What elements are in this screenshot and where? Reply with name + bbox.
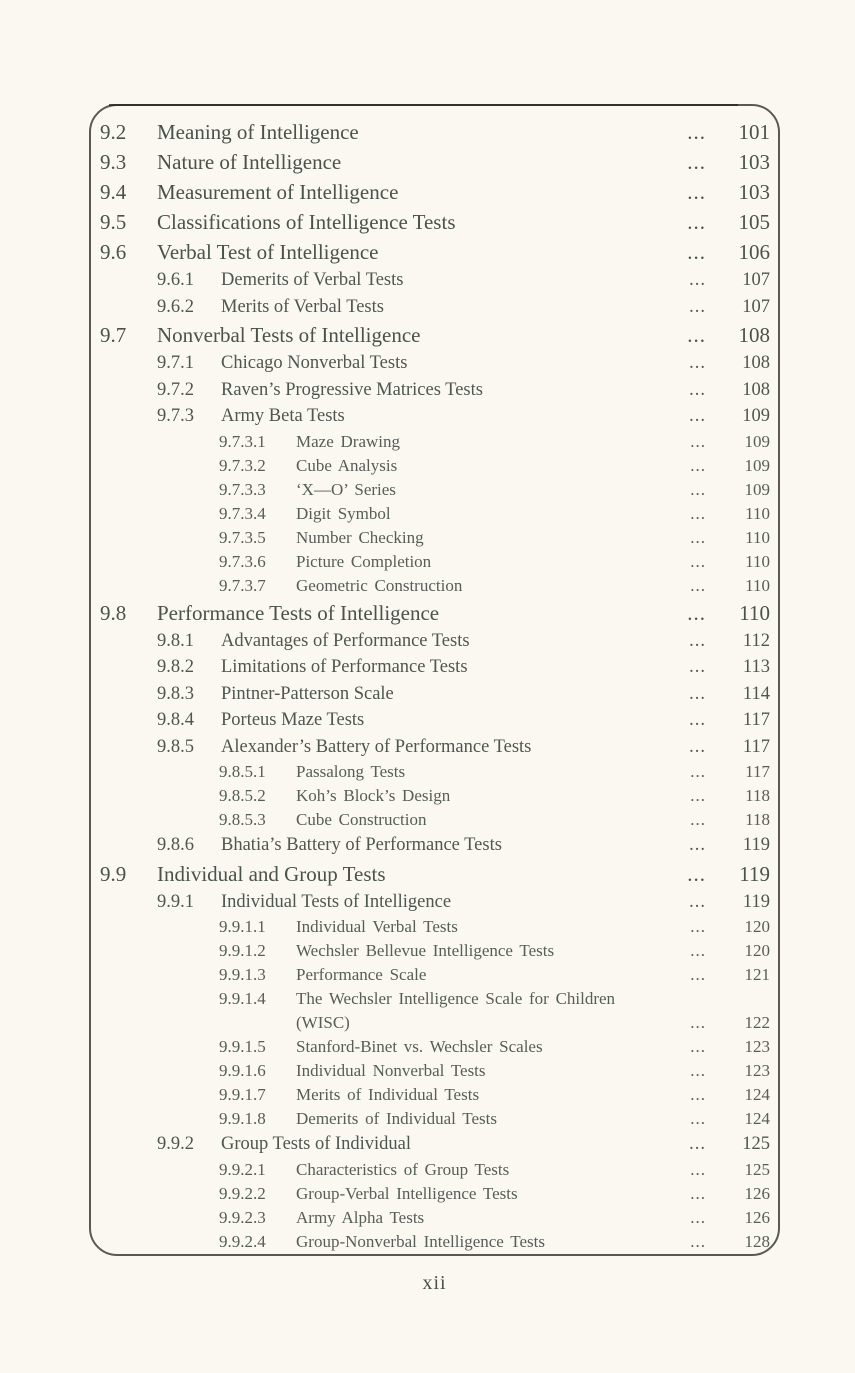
toc-entry-page: 120 <box>744 941 770 960</box>
toc-leader-dots: ... <box>689 630 706 651</box>
toc-entry-page: 122 <box>744 1013 770 1032</box>
toc-leader-dots: ... <box>690 479 706 499</box>
toc-leader-dots: ... <box>687 120 706 144</box>
toc-entry-page: 109 <box>744 455 770 475</box>
toc-entry-title: Wechsler Bellevue Intelligence Tests <box>296 941 555 960</box>
toc-leader-dots: ... <box>689 835 706 855</box>
toc-entry <box>91 889 770 916</box>
toc-leader-dots: ... <box>689 379 706 400</box>
toc-entry-number: 9.7.3.7 <box>219 575 266 595</box>
toc-entry-page: 108 <box>742 353 770 373</box>
toc-entry-title: The Wechsler Intelligence Scale for Children <box>296 989 616 1008</box>
toc-entry-title: Verbal Test of Intelligence <box>157 240 379 264</box>
toc-leader-dots: ... <box>687 180 706 204</box>
toc-leader-dots: ... <box>690 1085 706 1104</box>
toc-entry-number: 9.7.3.3 <box>219 479 266 499</box>
toc-entry-number: 9.7.2 <box>157 379 194 400</box>
toc-leader-dots: ... <box>690 527 706 547</box>
toc-leader-dots: ... <box>689 270 706 290</box>
toc-entry-title: Bhatia’s Battery of Performance Tests <box>221 835 502 855</box>
toc-entry-page: 109 <box>744 479 770 499</box>
toc-entry-number: 9.9.1.3 <box>219 965 266 984</box>
toc-leader-dots: ... <box>690 762 706 781</box>
toc-entry-title: Cube Construction <box>296 810 427 829</box>
toc-entry <box>91 681 770 708</box>
toc-entry-title: Raven’s Progressive Matrices Tests <box>221 379 483 400</box>
toc-entry-number: 9.9.1.7 <box>219 1085 266 1104</box>
toc-entry-number: 9.7.3.4 <box>219 503 266 523</box>
toc-entry-number: 9.8.2 <box>157 657 194 677</box>
toc-entry-title: Digit Symbol <box>296 503 391 523</box>
toc-entry <box>91 832 770 859</box>
toc-entry-number: 9.9 <box>100 861 127 886</box>
toc-entry <box>91 147 770 177</box>
toc-entry-number: 9.8.4 <box>157 710 194 730</box>
toc-entry-number: 9.9.1.2 <box>219 941 266 960</box>
toc-entry-title: Individual and Group Tests <box>157 861 386 886</box>
toc-entry-title: Classifications of Intelligence Tests <box>157 210 456 234</box>
toc-leader-dots: ... <box>690 551 706 571</box>
toc-entry-number: 9.9.1.1 <box>219 917 266 936</box>
toc-entry <box>91 574 770 598</box>
toc-leader-dots: ... <box>690 1037 706 1056</box>
toc-entry-page: 105 <box>738 210 770 234</box>
toc-entry <box>91 1182 770 1206</box>
toc-entry-page: 124 <box>744 1085 770 1104</box>
toc-entry <box>91 1131 770 1158</box>
toc-leader-dots: ... <box>690 1109 706 1128</box>
toc-entry-title: Maze Drawing <box>296 431 400 451</box>
toc-entry <box>91 267 770 294</box>
toc-entry-page: 126 <box>744 1207 770 1227</box>
toc-entry-title: (WISC) <box>296 1013 350 1032</box>
toc-entry <box>91 1230 770 1254</box>
toc-entry-page: 109 <box>742 406 770 426</box>
toc-leader-dots: ... <box>687 240 706 264</box>
toc-entry <box>91 207 770 237</box>
toc-entry <box>91 598 770 628</box>
toc-entry-number: 9.9.1 <box>157 891 194 912</box>
toc-entry-page: 117 <box>742 710 770 730</box>
toc-entry-title: Geometric Construction <box>296 575 463 595</box>
toc-box <box>89 104 780 1256</box>
toc-entry-page: 112 <box>742 630 770 651</box>
toc-entry-number: 9.3 <box>100 150 127 174</box>
toc-entry <box>91 1158 770 1182</box>
toc-entry <box>91 1107 770 1131</box>
toc-leader-dots: ... <box>690 1183 706 1203</box>
toc-entry-title: Chicago Nonverbal Tests <box>221 353 408 373</box>
toc-entry-title: Army Alpha Tests <box>296 1207 425 1227</box>
toc-entry-number: 9.5 <box>100 210 127 234</box>
toc-entry-title: Picture Completion <box>296 551 432 571</box>
toc-leader-dots: ... <box>690 431 706 451</box>
toc-entry <box>91 808 770 832</box>
toc-entry-number: 9.7.3 <box>157 406 194 426</box>
toc-entry-page: 109 <box>744 431 770 451</box>
toc-entry-page: 110 <box>745 575 770 595</box>
toc-entry-title: Demerits of Verbal Tests <box>221 270 404 290</box>
toc-entry-number: 9.6 <box>100 240 127 264</box>
toc-entry <box>91 526 770 550</box>
toc-entry-title: Cube Analysis <box>296 455 398 475</box>
toc-leader-dots: ... <box>690 1207 706 1227</box>
toc-entry-title: Stanford-Binet vs. Wechsler Scales <box>296 1037 543 1056</box>
toc-entry <box>91 430 770 454</box>
toc-entry <box>91 707 770 734</box>
toc-entry-page: 119 <box>742 891 770 912</box>
toc-entry-number: 9.2 <box>100 120 127 144</box>
toc-entry <box>91 734 770 761</box>
toc-entry-page: 108 <box>738 323 770 347</box>
toc-leader-dots: ... <box>690 786 706 805</box>
toc-entry-page: 110 <box>739 600 770 625</box>
toc-entry-title: Passalong Tests <box>296 762 406 781</box>
toc-entry-number: 9.6.2 <box>157 296 194 317</box>
toc-entry-title: Demerits of Individual Tests <box>296 1109 497 1128</box>
toc-leader-dots: ... <box>690 917 706 936</box>
toc-leader-dots: ... <box>687 861 706 886</box>
toc-entry-page: 117 <box>745 762 770 781</box>
toc-entry-page: 106 <box>738 240 770 264</box>
toc-entry <box>91 294 770 321</box>
toc-leader-dots: ... <box>689 683 706 704</box>
toc-leader-dots: ... <box>687 210 706 234</box>
toc-entry-title: Merits of Individual Tests <box>296 1085 480 1104</box>
toc-entry <box>91 987 770 1011</box>
toc-entry <box>91 550 770 574</box>
toc-entry-page: 114 <box>742 683 770 704</box>
toc-entry-page: 107 <box>742 296 770 317</box>
toc-entry-page: 118 <box>745 810 770 829</box>
toc-entry <box>91 320 770 350</box>
toc-entry <box>91 403 770 430</box>
toc-entry <box>91 454 770 478</box>
toc-entry-title: Alexander’s Battery of Performance Tests <box>221 736 532 757</box>
toc-entry <box>91 784 770 808</box>
toc-leader-dots: ... <box>690 503 706 523</box>
toc-entry-number: 9.8 <box>100 600 127 625</box>
toc-entry-number: 9.9.1.8 <box>219 1109 266 1128</box>
toc-leader-dots: ... <box>690 1013 706 1032</box>
toc-entry-page: 110 <box>745 551 770 571</box>
toc-entry-page: 125 <box>742 1134 770 1154</box>
toc-entry-number: 9.8.5.3 <box>219 810 266 829</box>
toc-entry-title: Number Checking <box>296 527 424 547</box>
toc-entry <box>91 502 770 526</box>
toc-entry-page: 110 <box>745 527 770 547</box>
toc-entry <box>91 963 770 987</box>
toc-entry-title: Army Beta Tests <box>221 406 345 426</box>
toc-entry-title: Porteus Maze Tests <box>221 710 365 730</box>
toc-entry-page: 128 <box>744 1231 770 1251</box>
toc-entry-number: 9.9.2.4 <box>219 1231 266 1251</box>
toc-entry-number: 9.9.1.4 <box>219 989 266 1008</box>
toc-entry-page: 110 <box>745 503 770 523</box>
toc-leader-dots: ... <box>690 575 706 595</box>
toc-entry-number: 9.9.1.6 <box>219 1061 266 1080</box>
toc-entry-number: 9.9.2 <box>157 1134 194 1154</box>
toc-entry-title: Limitations of Performance Tests <box>221 657 468 677</box>
toc-entry-title: Group-Verbal Intelligence Tests <box>296 1183 518 1203</box>
toc-entry-page: 123 <box>744 1037 770 1056</box>
toc-entry-title: ‘X—O’ Series <box>296 479 396 499</box>
toc-entry <box>91 237 770 267</box>
toc-leader-dots: ... <box>690 1061 706 1080</box>
toc-entry-title: Characteristics of Group Tests <box>296 1159 510 1179</box>
toc-entry <box>91 654 770 681</box>
toc-entry-number: 9.7.3.2 <box>219 455 266 475</box>
toc-entry-page: 118 <box>745 786 770 805</box>
toc-entry <box>91 859 770 889</box>
folio-page-number: xii <box>422 1272 447 1294</box>
toc-entry-number: 9.9.2.2 <box>219 1183 266 1203</box>
toc-entry-page: 121 <box>744 965 770 984</box>
toc-entry-number: 9.8.6 <box>157 835 194 855</box>
toc-leader-dots: ... <box>689 891 706 912</box>
toc-leader-dots: ... <box>689 406 706 426</box>
toc-entry-number: 9.4 <box>100 180 127 204</box>
toc-entry <box>91 117 770 147</box>
toc-entry-number: 9.9.1.5 <box>219 1037 266 1056</box>
toc-leader-dots: ... <box>690 1159 706 1179</box>
toc-entry-page: 108 <box>742 379 770 400</box>
toc-entry-page: 120 <box>744 917 770 936</box>
toc-entry <box>91 1011 770 1035</box>
toc-entry-title: Individual Nonverbal Tests <box>296 1061 486 1080</box>
toc-entry-title: Measurement of Intelligence <box>157 180 399 204</box>
toc-leader-dots: ... <box>689 1134 706 1154</box>
toc-leader-dots: ... <box>687 150 706 174</box>
toc-entry-title: Group-Nonverbal Intelligence Tests <box>296 1231 545 1251</box>
toc-entry-number: 9.8.1 <box>157 630 194 651</box>
toc-entry-page: 123 <box>744 1061 770 1080</box>
toc-entry <box>91 377 770 404</box>
toc-leader-dots: ... <box>689 353 706 373</box>
toc-entry <box>91 1059 770 1083</box>
toc-entry-number: 9.8.5.2 <box>219 786 266 805</box>
toc-entry-page: 119 <box>742 835 770 855</box>
toc-entry-title: Performance Scale <box>296 965 427 984</box>
toc-entry-title: Meaning of Intelligence <box>157 120 359 144</box>
toc-list <box>91 117 770 1254</box>
toc-entry-number: 9.7.1 <box>157 353 194 373</box>
toc-entry-number: 9.8.5 <box>157 736 194 757</box>
toc-entry <box>91 177 770 207</box>
toc-entry-title: Individual Tests of Intelligence <box>221 891 452 912</box>
toc-entry-number: 9.6.1 <box>157 270 194 290</box>
toc-entry <box>91 628 770 655</box>
toc-entry-number: 9.9.2.1 <box>219 1159 266 1179</box>
toc-entry-number: 9.8.5.1 <box>219 762 266 781</box>
toc-entry-title: Merits of Verbal Tests <box>221 296 384 317</box>
toc-entry-number: 9.9.2.3 <box>219 1207 266 1227</box>
toc-entry-page: 117 <box>742 736 770 757</box>
toc-leader-dots: ... <box>690 455 706 475</box>
toc-leader-dots: ... <box>690 941 706 960</box>
toc-entry-page: 125 <box>744 1159 770 1179</box>
toc-entry-title: Pintner-Patterson Scale <box>221 683 394 704</box>
toc-entry-title: Advantages of Performance Tests <box>221 630 470 651</box>
toc-leader-dots: ... <box>690 810 706 829</box>
toc-leader-dots: ... <box>687 600 706 625</box>
toc-entry-page: 119 <box>739 861 770 886</box>
toc-leader-dots: ... <box>689 296 706 317</box>
toc-entry-title: Nature of Intelligence <box>157 150 342 174</box>
toc-entry <box>91 350 770 377</box>
toc-entry <box>91 478 770 502</box>
toc-leader-dots: ... <box>689 736 706 757</box>
toc-leader-dots: ... <box>689 657 706 677</box>
toc-entry-page: 126 <box>744 1183 770 1203</box>
toc-entry-title: Group Tests of Individual <box>221 1134 412 1154</box>
toc-entry-page: 101 <box>738 120 770 144</box>
toc-entry <box>91 760 770 784</box>
toc-entry <box>91 1035 770 1059</box>
toc-entry-number: 9.7.3.5 <box>219 527 266 547</box>
toc-entry-title: Koh’s Block’s Design <box>296 786 451 805</box>
toc-entry-title: Performance Tests of Intelligence <box>157 600 440 625</box>
toc-leader-dots: ... <box>690 1231 706 1251</box>
toc-entry-number: 9.7.3.6 <box>219 551 266 571</box>
toc-entry <box>91 915 770 939</box>
toc-entry <box>91 1083 770 1107</box>
toc-leader-dots: ... <box>689 710 706 730</box>
toc-entry-page: 113 <box>742 657 770 677</box>
toc-entry <box>91 1206 770 1230</box>
toc-entry-title: Individual Verbal Tests <box>296 917 458 936</box>
toc-leader-dots: ... <box>690 965 706 984</box>
toc-entry <box>91 939 770 963</box>
toc-entry-page: 103 <box>738 150 770 174</box>
toc-entry-title: Nonverbal Tests of Intelligence <box>157 323 421 347</box>
toc-entry-page: 124 <box>744 1109 770 1128</box>
toc-leader-dots: ... <box>687 323 706 347</box>
toc-entry-page: 107 <box>742 270 770 290</box>
toc-entry-number: 9.7 <box>100 323 127 347</box>
toc-entry-number: 9.8.3 <box>157 683 194 704</box>
toc-entry-page: 103 <box>738 180 770 204</box>
toc-entry-number: 9.7.3.1 <box>219 431 266 451</box>
